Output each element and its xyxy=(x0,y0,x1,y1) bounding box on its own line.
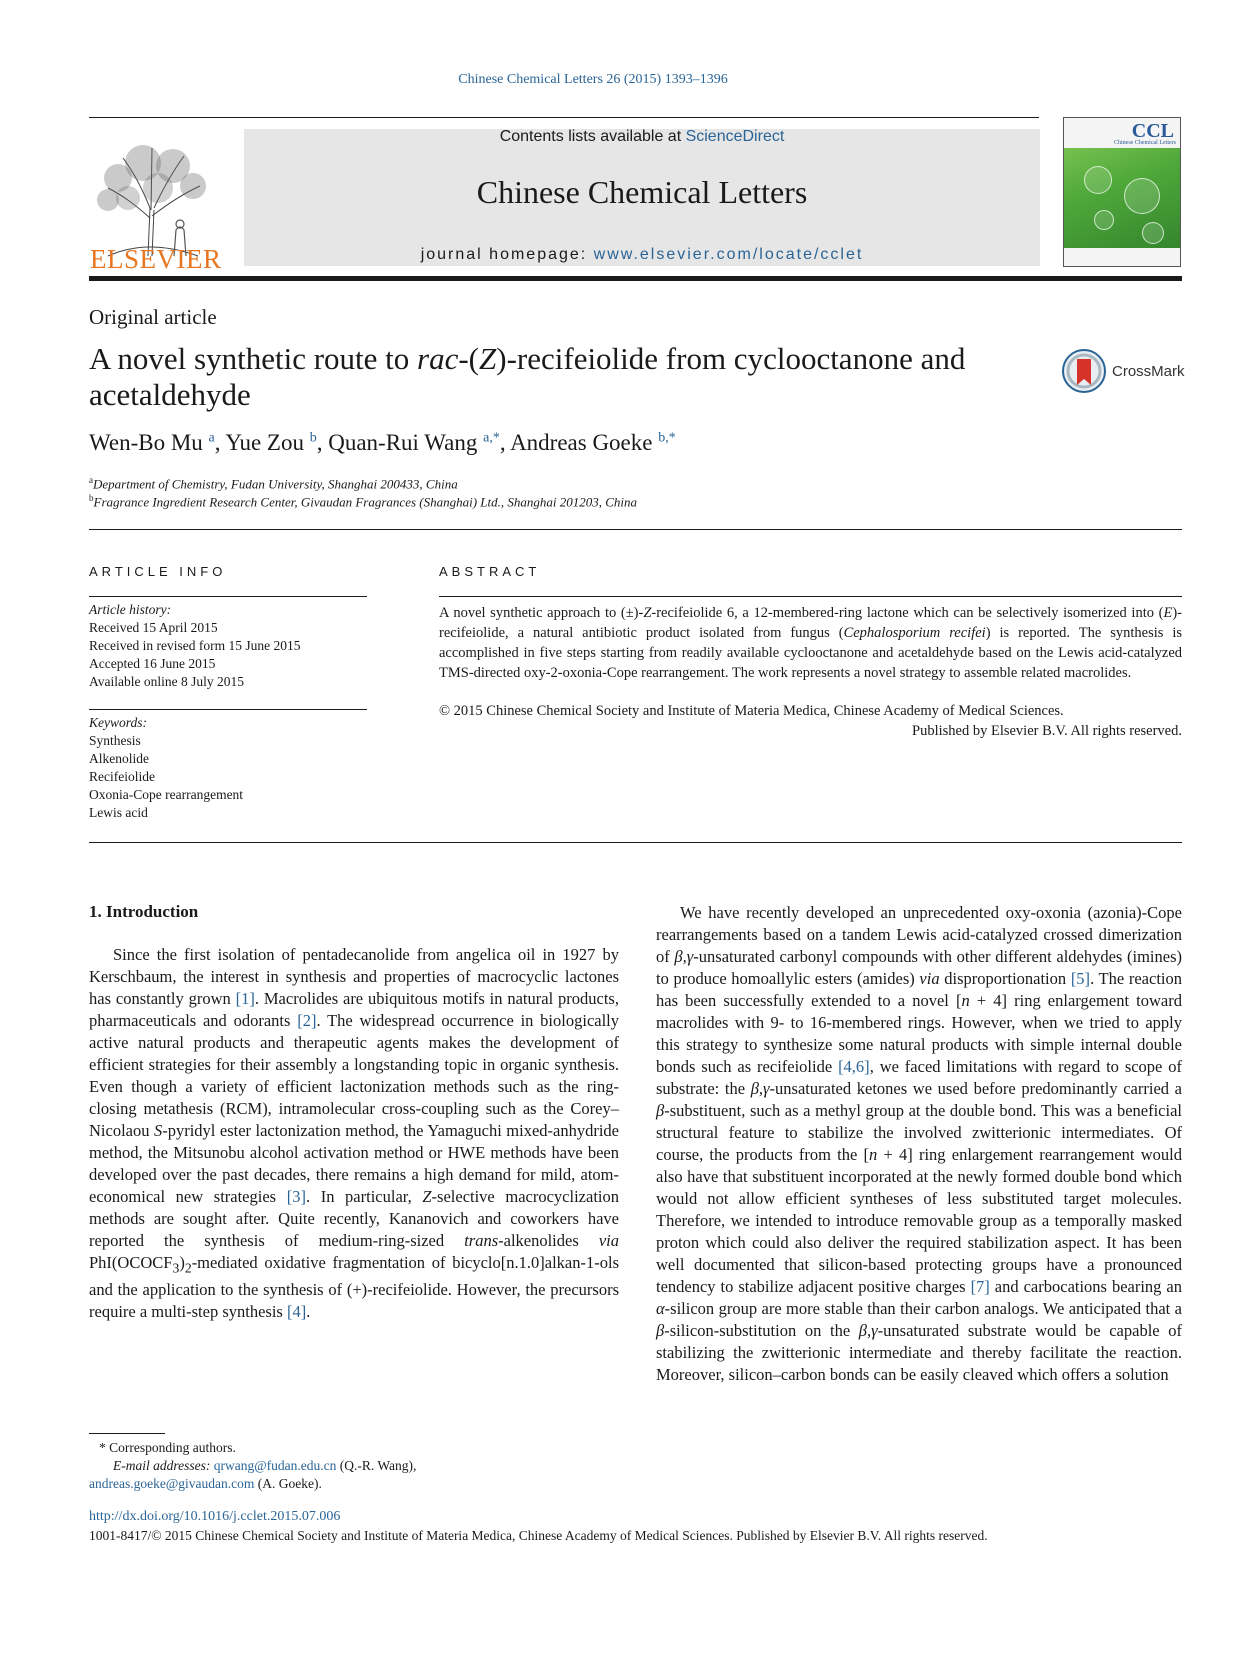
keywords-label: Keywords: xyxy=(89,715,147,730)
body-column-left xyxy=(89,944,619,1323)
citation-link[interactable]: [1] xyxy=(235,989,255,1008)
abstract-italic: E xyxy=(1163,605,1173,621)
author-name[interactable]: Quan-Rui Wang xyxy=(328,430,478,455)
text-run: -selective macrocyclization methods are sought after. Quite recently, Kananovich and coworkers have reported the synthesis of medium-ring-sized xyxy=(89,1187,619,1250)
contents-line xyxy=(244,128,1040,146)
text-run: -unsaturated carbonyl compounds with other different aldehydes (imines) to produce homoallylic esters (amides) xyxy=(656,947,1182,988)
abstract-italic: Z xyxy=(643,605,652,621)
cover-footer-strip xyxy=(1064,248,1180,266)
history-item: Accepted 16 June 2015 xyxy=(89,656,216,671)
section-heading: 1. Introduction xyxy=(89,902,199,921)
sciencedirect-link[interactable]: ScienceDirect xyxy=(685,128,785,145)
email-link[interactable]: andreas.goeke@givaudan.com xyxy=(89,1476,255,1491)
affiliation-text: Fragrance Ingredient Research Center, Givaudan Fragrances (Shanghai) Ltd., Shanghai 201203, China xyxy=(93,494,638,510)
footnote-star: * xyxy=(99,1440,106,1455)
email-owner: (A. Goeke). xyxy=(254,1476,322,1491)
elsevier-wordmark: ELSEVIER xyxy=(90,244,222,274)
text-run: -mediated oxidative fragmentation of bicyclo[n.1.0]alkan-1-ols and the application to the synthesis of (+)-recifeiolide. However, the precursors require a multi-step synthesis xyxy=(89,1253,619,1322)
abstract-italic: Cephalosporium recifei xyxy=(843,625,986,641)
text-run: . In particular, xyxy=(305,1187,423,1206)
contents-prefix: Contents lists available at xyxy=(499,128,686,145)
crossmark-label[interactable]: CrossMark xyxy=(1112,363,1185,380)
text-run: -unsaturated ketones we used before predominantly carried a xyxy=(769,1079,1182,1098)
text-run: -alkenolides xyxy=(498,1231,599,1250)
author-name[interactable]: Wen-Bo Mu xyxy=(89,430,203,455)
citation-link[interactable]: [5] xyxy=(1070,969,1091,988)
text-run: . The widespread occurrence in biologically active natural products and therapeutic agents makes the development of efficient strategies for their assembly a longstanding topic in organic synthesis. Even though a variety of efficient lactonization methods such as the ring-closing metathesis (RCM), intramolecular cross-coupling such as the Corey–Nicolaou xyxy=(89,1011,620,1140)
abstract-run: )-recifeiolide, a natural antibiotic product isolated from fungus ( xyxy=(439,605,1182,641)
text-italic: Z xyxy=(422,1187,432,1206)
email-label: E-mail addresses: xyxy=(113,1458,211,1473)
body-paragraph xyxy=(89,944,619,1323)
body-column-right xyxy=(656,902,1182,1386)
article-info-rule xyxy=(89,596,367,597)
title-italic: Z xyxy=(479,341,497,376)
greek-italic: β,γ xyxy=(750,1079,770,1098)
citation-link[interactable]: [4] xyxy=(286,1302,307,1322)
author-separator: , xyxy=(316,430,329,455)
author-affiliation-mark[interactable]: b,* xyxy=(658,430,676,446)
article-type: Original article xyxy=(89,305,217,329)
keyword: Recifeiolide xyxy=(89,769,155,784)
keyword: Oxonia-Cope rearrangement xyxy=(89,787,244,802)
citation-link[interactable]: [7] xyxy=(970,1277,990,1296)
footnote-line xyxy=(89,1457,629,1475)
abstract-heading: ABSTRACT xyxy=(439,564,541,579)
title-part: -( xyxy=(458,341,480,376)
history-label: Article history: xyxy=(89,602,172,617)
abstract-run: -recifeiolide 6, a 12-membered-ring lactone which can be selectively isomerized into ( xyxy=(651,605,1164,621)
abstract-run: A novel synthetic approach to (±)- xyxy=(439,605,644,621)
text-run: and carbocations bearing an xyxy=(989,1277,1182,1296)
text-run: -substituent, such as a methyl group at the double bond. This was a beneficial structural feature to stabilize the involved zwitterionic intermediates. Of course, the products from the [ xyxy=(656,1101,1182,1164)
citation-link[interactable]: [4,6] xyxy=(838,1057,870,1076)
text-italic: S xyxy=(153,1121,163,1140)
doi-link[interactable]: http://dx.doi.org/10.1016/j.cclet.2015.07.006 xyxy=(89,1509,341,1524)
history-item: Available online 8 July 2015 xyxy=(89,674,244,689)
affiliation-a xyxy=(89,475,458,492)
text-run: + 4] ring enlargement rearrangement would also have that substituent incorporated at the newly formed double bond which would not allow efficient syntheses of less substituted target molecules. Therefore, we intended to introduce removable group as a temporally masked proton which could also deliver the required stabilization aspect. It has been well documented that silicon-based protecting groups have a pronounced tendency to stabilize adjacent positive charges xyxy=(656,1145,1182,1296)
affiliation-b xyxy=(89,493,637,510)
affiliation-rule xyxy=(89,529,1182,530)
author-name[interactable]: Andreas Goeke xyxy=(510,430,653,455)
cover-bubble xyxy=(1084,166,1112,194)
text-run: -pyridyl ester lactonization method, the Yamaguchi mixed-anhydride method, the Mitsunobu alcohol activation method or HWE methods have been developed over the past decades, there remains a high demand for mild, atom-economical new strategies xyxy=(89,1121,619,1206)
author-separator: , xyxy=(214,430,226,455)
text-run: ) xyxy=(179,1253,185,1272)
text-run: PhI(OCOCF xyxy=(89,1253,173,1272)
homepage-prefix: journal homepage: xyxy=(420,246,594,263)
text-run: disproportionation xyxy=(939,969,1071,988)
text-run: + 4] ring enlargement toward macrolides with 9- to 16-membered rings. However, when we tried to apply this strategy to synthesize some natural products with simple internal double bonds such as recifeiolide xyxy=(656,991,1182,1076)
text-run: . The reaction has been successfully extended to a novel [ xyxy=(656,969,1182,1010)
journal-title: Chinese Chemical Letters xyxy=(476,174,808,210)
text-italic: via xyxy=(598,1231,619,1250)
text-italic: n xyxy=(961,991,970,1010)
subscript: 3 xyxy=(172,1260,180,1276)
header-thick-rule xyxy=(89,276,1182,281)
homepage-line xyxy=(244,246,1040,264)
greek-italic: α xyxy=(656,1299,665,1318)
email-owner: (Q.-R. Wang), xyxy=(336,1458,417,1473)
author-name[interactable]: Yue Zou xyxy=(225,430,304,455)
affiliation-text: Department of Chemistry, Fudan University, Shanghai 200433, China xyxy=(93,476,458,492)
greek-italic: β,γ xyxy=(858,1321,878,1340)
keywords-rule xyxy=(89,709,367,710)
text-run: . xyxy=(306,1302,311,1322)
text-run: -silicon group are more stable than their carbon analogs. We anticipated that a xyxy=(664,1299,1182,1318)
body-paragraph xyxy=(656,902,1182,1386)
keyword: Lewis acid xyxy=(89,805,148,820)
article-info-heading: ARTICLE INFO xyxy=(89,564,227,579)
journal-cover-thumbnail[interactable] xyxy=(1063,117,1181,267)
cover-bubble xyxy=(1124,178,1160,214)
header-top-rule xyxy=(89,117,1039,118)
crossmark-icon[interactable] xyxy=(1062,349,1106,393)
text-run: We have recently developed an unprecedented oxy-oxonia (azonia)-Cope rearrangements based on a tandem Lewis acid-catalyzed crossed dimerization of xyxy=(656,903,1182,966)
abstract-run: ) is reported. The synthesis is accomplished in five steps starting from readily available cyclooctanone and acetaldehyde based on the Lewis acid-catalyzed TMS-directed oxy-2-oxonia-Cope rearrangement. The work represents a novel strategy to assemble related macrolides. xyxy=(439,625,1183,681)
keywords-block xyxy=(89,714,369,822)
text-run: , we faced limitations with regard to scope of substrate: the xyxy=(656,1057,1183,1098)
greek-italic: β xyxy=(656,1101,665,1120)
history-item: Received 15 April 2015 xyxy=(89,620,218,635)
history-item: Received in revised form 15 June 2015 xyxy=(89,638,301,653)
footnote-label: Corresponding authors. xyxy=(105,1440,236,1455)
corresponding-footnote xyxy=(89,1439,629,1493)
email-link[interactable]: qrwang@fudan.edu.cn xyxy=(213,1458,337,1473)
abstract-bottom-rule xyxy=(89,842,1182,843)
keyword: Synthesis xyxy=(89,733,141,748)
cover-subtitle: Chinese Chemical Letters xyxy=(1114,140,1176,146)
citation-link[interactable]: [3] xyxy=(286,1187,306,1206)
article-history xyxy=(89,601,369,691)
cover-title: CCL xyxy=(1131,120,1174,142)
cover-bubble xyxy=(1094,210,1114,230)
text-run: -silicon-substitution on the xyxy=(664,1321,859,1340)
keyword: Alkenolide xyxy=(89,751,149,766)
greek-italic: β,γ xyxy=(674,947,694,966)
greek-italic: β xyxy=(656,1321,665,1340)
cover-bubble xyxy=(1142,222,1164,244)
affiliation-mark: b xyxy=(89,493,94,503)
subscript: 2 xyxy=(184,1260,192,1276)
author-list xyxy=(89,430,676,456)
abstract-copyright: © 2015 Chinese Chemical Society and Institute of Materia Medica, Chinese Academy of Medical Sciences. xyxy=(439,703,1064,719)
title-part: A novel synthetic route to xyxy=(89,341,418,376)
footnote-line xyxy=(89,1475,629,1493)
author-separator: , xyxy=(499,430,511,455)
title-italic: rac xyxy=(417,341,459,376)
footnote-line xyxy=(89,1439,629,1457)
abstract-text xyxy=(439,603,1182,683)
footnote-rule xyxy=(89,1433,165,1434)
text-run: -unsaturated substrate would be capable of stabilizing the zwitterionic intermediate and thereby facilitate the reaction. Moreover, silicon–carbon bonds can be easily cleaved which offers a solution xyxy=(656,1321,1182,1384)
affiliation-mark: a xyxy=(89,475,93,485)
journal-reference[interactable]: Chinese Chemical Letters 26 (2015) 1393–1396 xyxy=(458,72,728,87)
author-affiliation-mark[interactable]: b xyxy=(309,430,317,446)
bottom-copyright: 1001-8417/© 2015 Chinese Chemical Society and Institute of Materia Medica, Chinese Academy of Medical Sciences. Published by Elsevier B.V. All rights reserved. xyxy=(89,1528,988,1543)
text-italic: n xyxy=(869,1145,878,1164)
author-affiliation-mark[interactable]: a xyxy=(208,430,215,446)
abstract-rule xyxy=(439,596,1182,597)
title-part: )-recifeiolide from cyclooctanone and acetaldehyde xyxy=(89,341,966,412)
text-run: Since the first isolation of pentadecanolide from angelica oil in 1927 by Kerschbaum, the interest in synthesis and properties of macrocyclic lactones has constantly grown xyxy=(89,945,619,1008)
author-affiliation-mark[interactable]: a,* xyxy=(483,430,500,446)
text-italic: trans xyxy=(464,1231,499,1250)
abstract-rights: Published by Elsevier B.V. All rights reserved. xyxy=(912,723,1182,739)
text-run: . Macrolides are ubiquitous motifs in natural products, pharmaceuticals and odorants xyxy=(89,989,619,1030)
text-italic: via xyxy=(919,969,940,988)
citation-link[interactable]: [2] xyxy=(297,1011,317,1030)
homepage-link[interactable]: www.elsevier.com/locate/cclet xyxy=(593,246,864,263)
article-title xyxy=(89,341,1039,413)
